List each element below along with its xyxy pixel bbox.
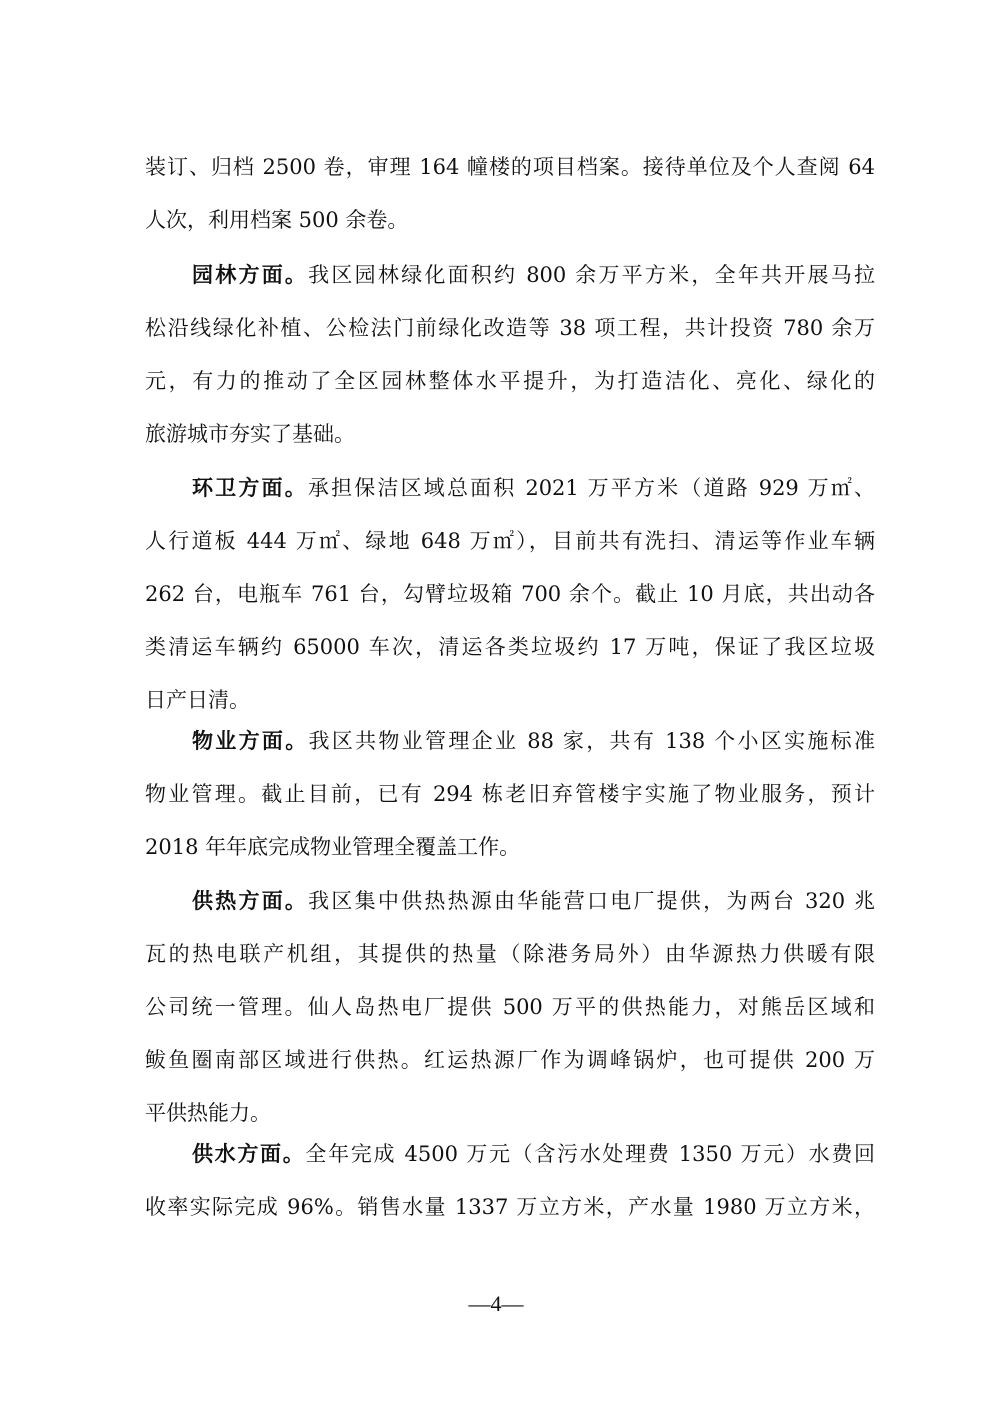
paragraph-2-line-1: [192, 261, 875, 289]
paragraph-4-line-1: [192, 727, 875, 755]
paragraph-5-line-3: 公司统一管理。仙人岛热电厂提供 500 万平的供热能力，对熊岳区域和: [145, 995, 875, 1019]
paragraph-2-line-3: 元，有力的推动了全区园林整体水平提升，为打造洁化、亮化、绿化的: [145, 369, 875, 393]
paragraph-1-line-2: 人次，利用档案 500 余卷。: [145, 208, 409, 232]
paragraph-3-line-4: 类清运车辆约 65000 车次，清运各类垃圾约 17 万吨，保证了我区垃圾: [145, 635, 875, 659]
paragraph-3-line-2: 人行道板 444 万㎡、绿地 648 万㎡），目前共有洗扫、清运等作业车辆: [145, 529, 875, 553]
paragraph-5-line-2: 瓦的热电联产机组，其提供的热量（除港务局外）由华源热力供暖有限: [145, 942, 875, 966]
paragraph-5-heading: 供热方面。: [192, 889, 309, 913]
page-number: —4—: [468, 1291, 524, 1316]
paragraph-3-line-1: [192, 474, 875, 502]
paragraph-2-text: 我区园林绿化面积约 800 余万平方米，全年共开展马拉: [308, 263, 875, 287]
paragraph-4-text: 我区共物业管理企业 88 家，共有 138 个小区实施标准: [308, 729, 875, 753]
paragraph-2-heading: 园林方面。: [192, 263, 309, 287]
paragraph-3-line-3: 262 台，电瓶车 761 台，勾臂垃圾箱 700 余个。截止 10 月底，共出动各: [145, 582, 875, 606]
paragraph-6-text: 全年完成 4500 万元（含污水处理费 1350 万元）水费回: [305, 1142, 875, 1166]
paragraph-4-line-3: 2018 年年底完成物业管理全覆盖工作。: [145, 835, 521, 859]
paragraph-5-line-5: 平供热能力。: [145, 1101, 271, 1125]
paragraph-3-heading: 环卫方面。: [192, 476, 308, 500]
paragraph-4-line-2: 物业管理。截止目前，已有 294 栋老旧弃管楼宇实施了物业服务，预计: [145, 782, 875, 806]
paragraph-2-line-2: 松沿线绿化补植、公检法门前绿化改造等 38 项工程，共计投资 780 余万: [145, 316, 875, 340]
paragraph-5-line-4: 鲅鱼圈南部区域进行供热。红运热源厂作为调峰锅炉，也可提供 200 万: [145, 1048, 875, 1072]
paragraph-3-line-5: 日产日清。: [145, 688, 250, 712]
paragraph-4-heading: 物业方面。: [192, 729, 309, 753]
paragraph-6-line-2: 收率实际完成 96%。销售水量 1337 万立方米，产水量 1980 万立方米，: [145, 1195, 875, 1219]
paragraph-5-text: 我区集中供热热源由华能营口电厂提供，为两台 320 兆: [308, 889, 875, 913]
paragraph-5-line-1: [192, 887, 875, 915]
paragraph-6-line-1: [192, 1140, 875, 1168]
paragraph-6-heading: 供水方面。: [192, 1142, 306, 1166]
paragraph-1-line-1: 装订、归档 2500 卷，审理 164 幢楼的项目档案。接待单位及个人查阅 64: [145, 155, 875, 179]
paragraph-3-text: 承担保洁区域总面积 2021 万平方米（道路 929 万㎡、: [307, 476, 875, 500]
paragraph-2-line-4: 旅游城市夯实了基础。: [145, 422, 355, 446]
